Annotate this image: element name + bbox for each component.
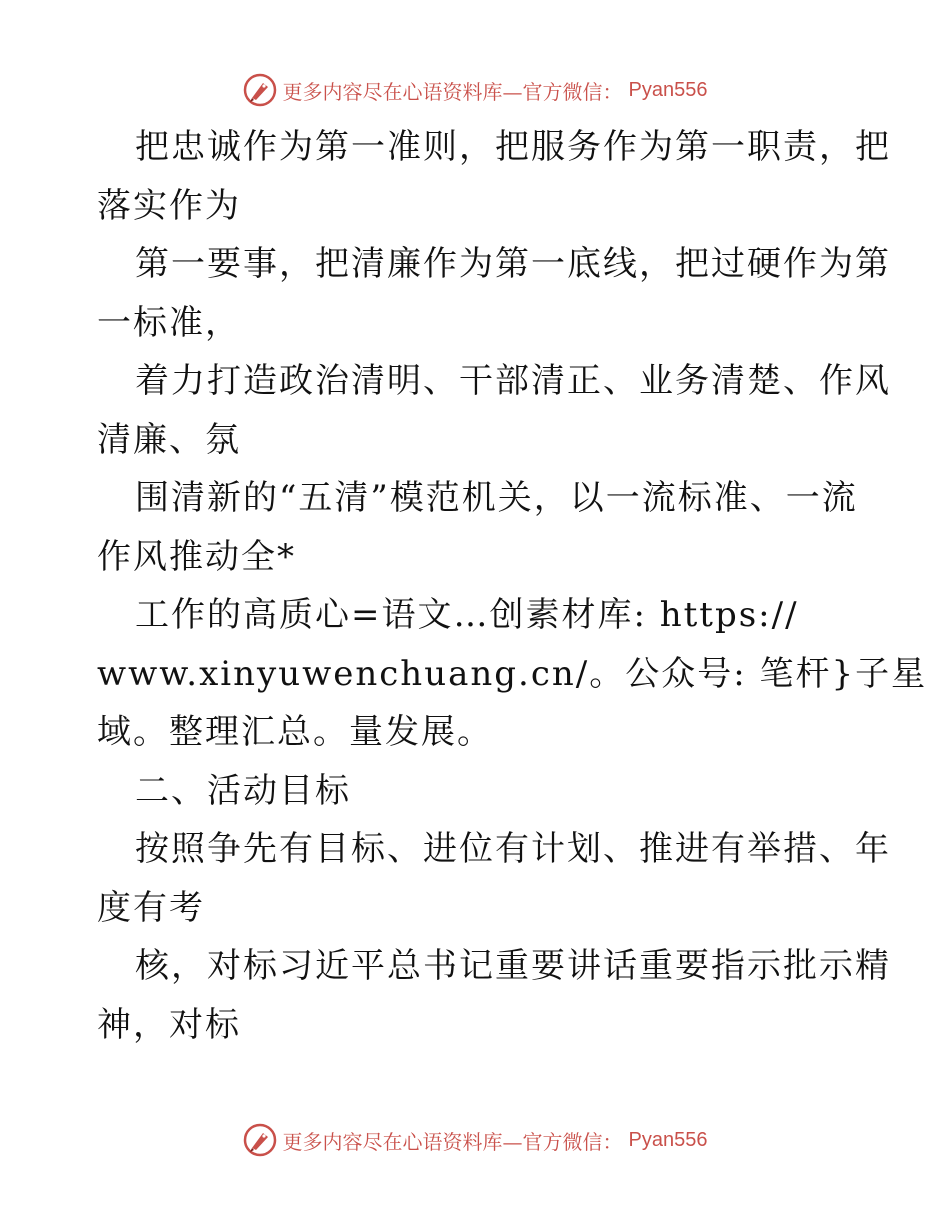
header-banner	[0, 70, 950, 110]
footer-banner-wechat-id: Pyan556	[628, 1128, 708, 1151]
body-line: 清廉、氛	[97, 419, 241, 460]
body-line: 度有考	[97, 887, 205, 928]
body-line: 第一要事，把清廉作为第一底线，把过硬作为第	[135, 244, 891, 284]
header-banner-text: 更多内容尽在心语资料库—官方微信：	[282, 79, 623, 104]
body-line: 域。整理汇总。量发展。	[97, 712, 493, 752]
body-line: 作风推动全*	[97, 536, 296, 577]
section-heading: 二、活动目标	[135, 770, 351, 811]
body-line: 神，对标	[97, 1004, 241, 1045]
body-line-url: www.xinyuwenchuang.cn/。公众号: 笔杆}子星	[97, 653, 928, 694]
header-banner-wechat-id: Pyan556	[628, 78, 708, 101]
document-body	[97, 118, 928, 1054]
footer-banner-inner	[243, 1123, 708, 1157]
pen-nib-logo-icon	[243, 73, 277, 107]
body-line: 核，对标习近平总书记重要讲话重要指示批示精	[135, 946, 891, 986]
body-line: 把忠诚作为第一准则，把服务作为第一职责，把	[135, 127, 891, 167]
body-line: 工作的高质心=语文…创素材库: https://	[135, 595, 799, 635]
body-line: 着力打造政治清明、干部清正、业务清楚、作风	[135, 361, 891, 401]
body-line: 落实作为	[97, 185, 241, 226]
body-line: 按照争先有目标、进位有计划、推进有举措、年	[135, 829, 891, 869]
footer-banner-text: 更多内容尽在心语资料库—官方微信：	[282, 1129, 623, 1154]
footer-banner	[0, 1120, 950, 1160]
body-line: 围清新的“五清”模范机关，以一流标准、一流	[135, 478, 858, 518]
pen-nib-logo-icon	[243, 1123, 277, 1157]
body-line: 一标准，	[97, 302, 241, 343]
header-banner-inner	[243, 73, 708, 107]
